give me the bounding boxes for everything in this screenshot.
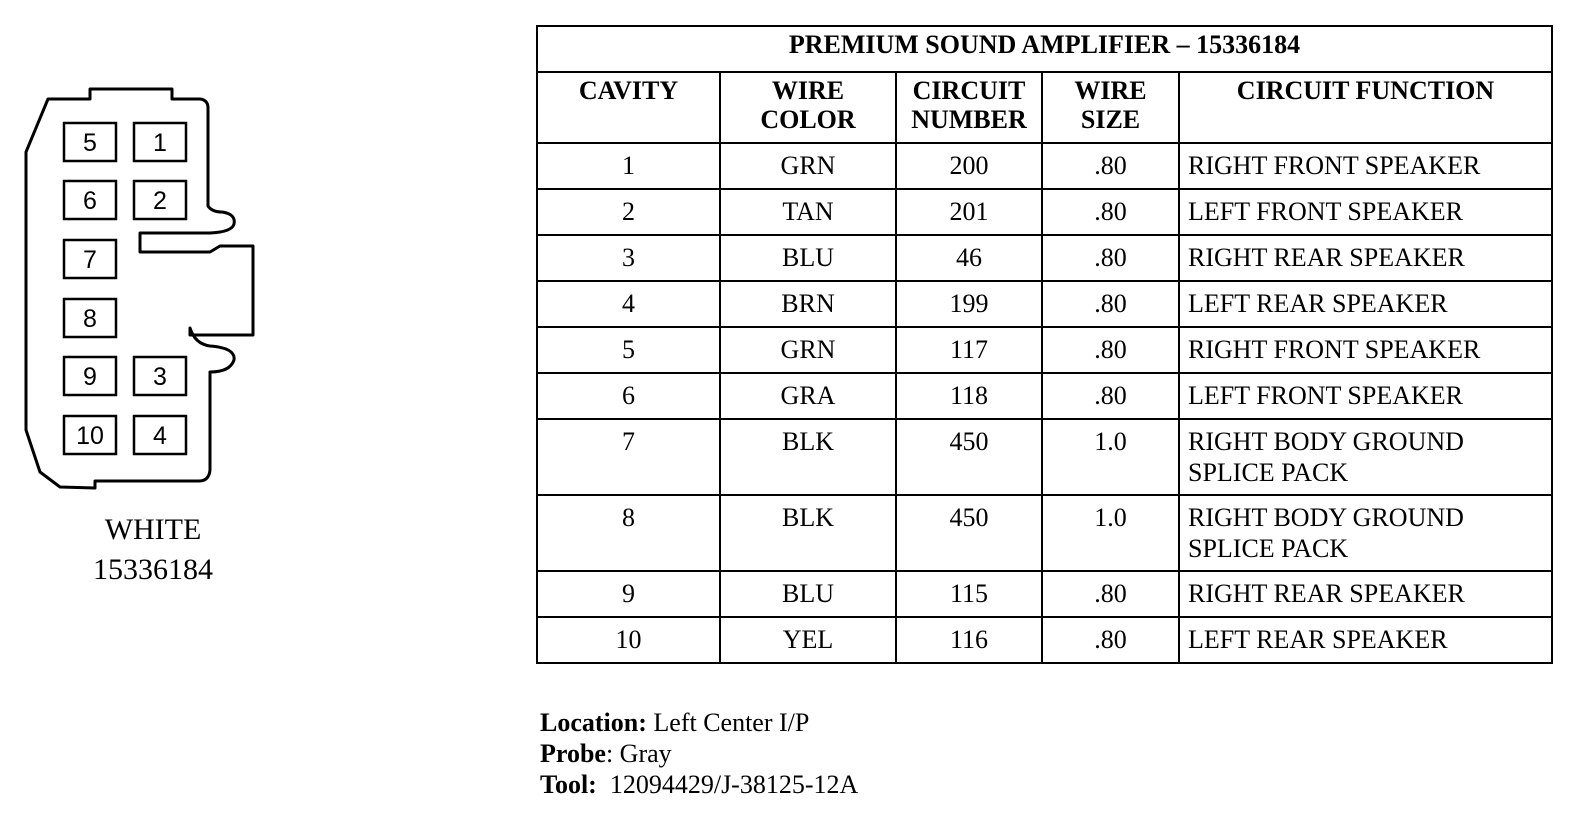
circuit-function-line: LEFT FRONT SPEAKER [1188, 197, 1463, 226]
cavity-box [134, 416, 186, 454]
tool-label: Tool: [540, 770, 597, 799]
cell-wire-size: .80 [1042, 373, 1179, 419]
cell-wire-color: GRA [720, 373, 896, 419]
header-wire-size [1042, 72, 1179, 143]
table-row [537, 327, 1552, 373]
table-row [537, 281, 1552, 327]
cell-circuit-number: 200 [896, 143, 1042, 189]
cell-circuit-function [1179, 189, 1552, 235]
cell-circuit-number: 450 [896, 419, 1042, 495]
cavity-box [134, 181, 186, 219]
location-label: Location: [540, 708, 647, 737]
cavity-box [64, 123, 116, 161]
cell-circuit-function [1179, 373, 1552, 419]
cell-wire-color: BLK [720, 419, 896, 495]
circuit-function-line: LEFT REAR SPEAKER [1188, 625, 1448, 654]
cell-cavity: 5 [537, 327, 720, 373]
cell-cavity: 4 [537, 281, 720, 327]
circuit-function-line: RIGHT FRONT SPEAKER [1188, 335, 1481, 364]
table-row [537, 189, 1552, 235]
header-circuit-number [896, 72, 1042, 143]
header-cavity: CAVITY [537, 72, 720, 143]
location-value: Left Center I/P [653, 708, 810, 737]
cell-wire-size: .80 [1042, 617, 1179, 663]
cell-circuit-function [1179, 327, 1552, 373]
cell-cavity: 2 [537, 189, 720, 235]
tool-value: 12094429/J-38125-12A [609, 770, 859, 799]
cavity-box [64, 357, 116, 395]
cavity-number: 8 [83, 305, 97, 333]
circuit-function-line: LEFT FRONT SPEAKER [1188, 381, 1463, 410]
cavity-number: 1 [153, 129, 167, 157]
circuit-function-line: RIGHT FRONT SPEAKER [1188, 151, 1481, 180]
cell-circuit-number: 116 [896, 617, 1042, 663]
cell-wire-size: .80 [1042, 327, 1179, 373]
cavity-box [134, 123, 186, 161]
connector-info [540, 707, 858, 800]
cell-cavity: 3 [537, 235, 720, 281]
cavity-box [64, 240, 116, 278]
cell-wire-size: .80 [1042, 189, 1179, 235]
cell-wire-color: BLK [720, 495, 896, 571]
cavity-number: 10 [76, 422, 104, 450]
header-circuit-function: CIRCUIT FUNCTION [1179, 72, 1552, 143]
cell-circuit-number: 118 [896, 373, 1042, 419]
cell-circuit-function [1179, 235, 1552, 281]
cell-wire-color: YEL [720, 617, 896, 663]
cavity-box [64, 181, 116, 219]
circuit-function-line: SPLICE PACK [1188, 534, 1349, 563]
table-row [537, 571, 1552, 617]
header-wire-color-line2: COLOR [760, 105, 856, 134]
cavity-number: 2 [153, 187, 167, 215]
cell-wire-size: .80 [1042, 281, 1179, 327]
cavity-number: 6 [83, 187, 97, 215]
connector-outline [26, 89, 253, 488]
table-header-row [537, 72, 1552, 143]
header-wire-color-line1: WIRE [771, 76, 845, 105]
circuit-function-line: LEFT REAR SPEAKER [1188, 289, 1448, 318]
cavity-box [64, 299, 116, 337]
probe-value: : Gray [605, 739, 672, 768]
table-row [537, 235, 1552, 281]
cavity-number: 9 [83, 363, 97, 391]
connector-diagram [0, 0, 300, 500]
cell-circuit-function [1179, 143, 1552, 189]
cell-cavity: 9 [537, 571, 720, 617]
cell-wire-size: .80 [1042, 571, 1179, 617]
cell-cavity: 1 [537, 143, 720, 189]
header-circuit-number-line1: CIRCUIT [912, 76, 1026, 105]
cell-cavity: 7 [537, 419, 720, 495]
cell-wire-color: BRN [720, 281, 896, 327]
table-row [537, 373, 1552, 419]
cell-wire-color: TAN [720, 189, 896, 235]
location-line [540, 707, 858, 738]
connector-color-label: WHITE [104, 513, 202, 546]
cell-cavity: 10 [537, 617, 720, 663]
header-circuit-number-line2: NUMBER [911, 105, 1027, 134]
circuit-function-line: RIGHT BODY GROUND [1188, 503, 1464, 532]
cell-wire-size: .80 [1042, 235, 1179, 281]
cell-wire-size: 1.0 [1042, 495, 1179, 571]
cavity-number: 7 [83, 246, 97, 274]
circuit-function-line: RIGHT REAR SPEAKER [1188, 579, 1465, 608]
header-wire-color [720, 72, 896, 143]
pinout-table [536, 25, 1553, 664]
cell-circuit-number: 46 [896, 235, 1042, 281]
table-row [537, 617, 1552, 663]
table-row [537, 495, 1552, 571]
cell-circuit-function [1179, 495, 1552, 571]
cavity-box [64, 416, 116, 454]
cell-circuit-number: 201 [896, 189, 1042, 235]
cell-wire-color: GRN [720, 327, 896, 373]
cell-circuit-number: 199 [896, 281, 1042, 327]
cell-wire-size: 1.0 [1042, 419, 1179, 495]
table-row [537, 419, 1552, 495]
cavity-number: 3 [153, 363, 167, 391]
probe-line [540, 738, 858, 769]
cell-circuit-function [1179, 281, 1552, 327]
circuit-function-line: RIGHT REAR SPEAKER [1188, 243, 1465, 272]
cell-wire-color: GRN [720, 143, 896, 189]
cell-circuit-number: 117 [896, 327, 1042, 373]
header-wire-size-line2: SIZE [1080, 105, 1141, 134]
table-title: PREMIUM SOUND AMPLIFIER – 15336184 [537, 26, 1552, 72]
connector-caption [48, 510, 258, 590]
table-row [537, 143, 1552, 189]
circuit-function-line: SPLICE PACK [1188, 458, 1349, 487]
cavity-number: 4 [153, 422, 167, 450]
connector-part-number: 15336184 [93, 553, 213, 586]
cell-circuit-function [1179, 571, 1552, 617]
cell-wire-color: BLU [720, 571, 896, 617]
cell-wire-size: .80 [1042, 143, 1179, 189]
cell-cavity: 8 [537, 495, 720, 571]
cavity-number: 5 [83, 129, 97, 157]
cell-circuit-number: 115 [896, 571, 1042, 617]
cell-cavity: 6 [537, 373, 720, 419]
probe-label: Probe [540, 739, 606, 768]
cell-circuit-function [1179, 617, 1552, 663]
header-wire-size-line1: WIRE [1074, 76, 1147, 105]
cell-circuit-function [1179, 419, 1552, 495]
cell-circuit-number: 450 [896, 495, 1042, 571]
cell-wire-color: BLU [720, 235, 896, 281]
circuit-function-line: RIGHT BODY GROUND [1188, 427, 1464, 456]
tool-line [540, 769, 858, 800]
cavity-box [134, 357, 186, 395]
